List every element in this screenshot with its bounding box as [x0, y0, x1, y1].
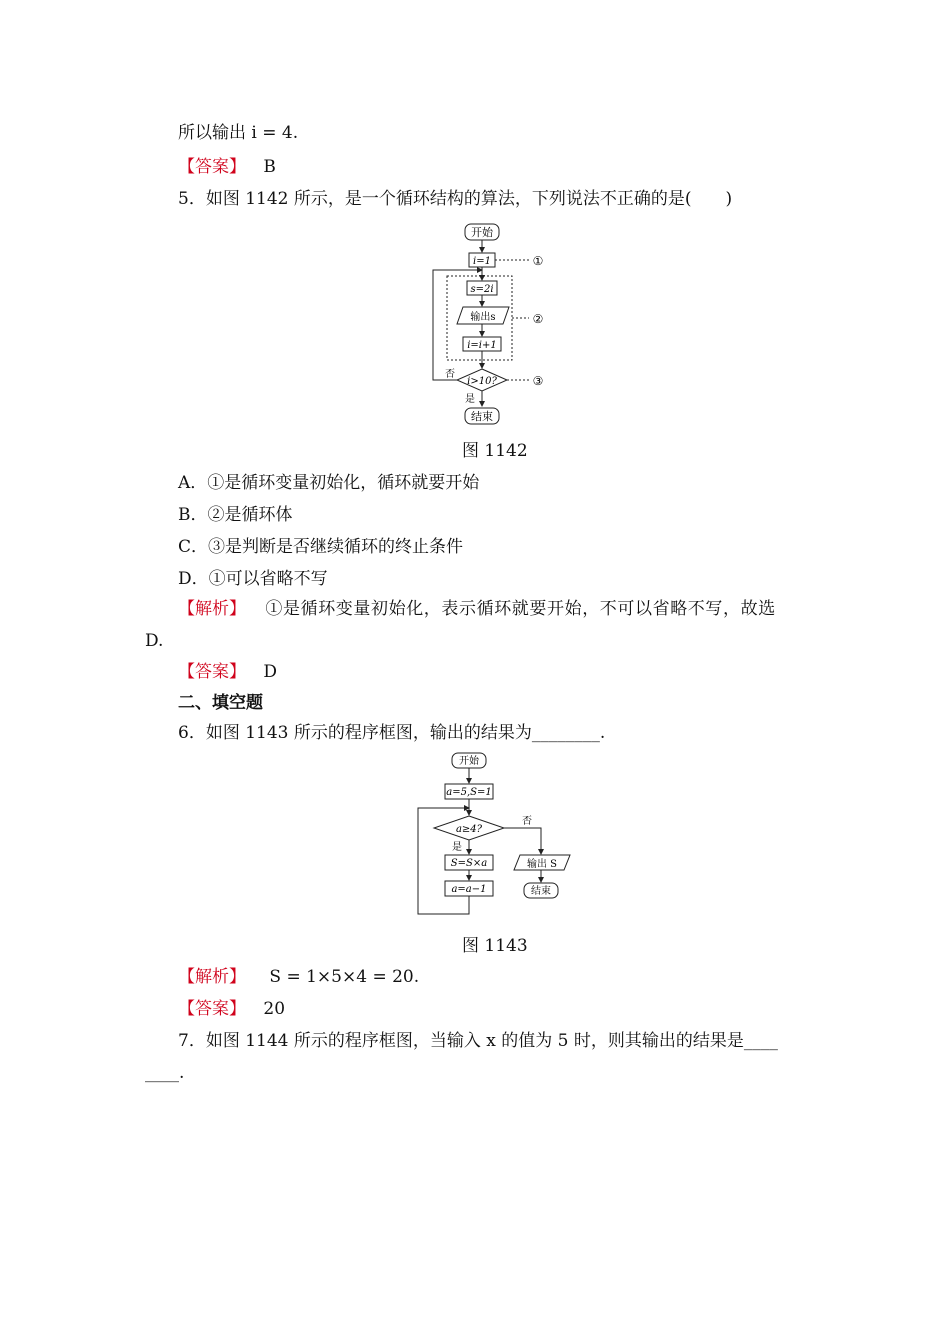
q5-option-a: A．①是循环变量初始化，循环就要开始: [178, 473, 480, 493]
figure-1143-caption: 图 1143: [462, 936, 528, 956]
yes-label: 是: [452, 842, 462, 853]
flowchart-1143: [410, 748, 580, 920]
init-label: i=1: [473, 256, 491, 267]
mark-3: ③: [532, 374, 544, 388]
yes-label: 是: [465, 394, 475, 405]
mark-1: ①: [532, 254, 544, 268]
flowchart-1142: [425, 220, 565, 432]
mark-2: ②: [532, 312, 544, 326]
q5-analysis-cont: D.: [145, 631, 164, 651]
q5-option-d: D．①可以省略不写: [178, 569, 328, 589]
init-label: a=5,S=1: [446, 787, 492, 798]
answer-tag: 【答案】: [178, 662, 246, 682]
body2-label: a=a−1: [451, 884, 487, 895]
q4-answer: B: [263, 157, 276, 177]
analysis-tag: 【解析】: [178, 967, 246, 987]
section-heading: 二、填空题: [178, 693, 263, 713]
end-label: 结束: [471, 410, 493, 423]
q6-answer-line: [178, 998, 285, 1020]
answer-tag: 【答案】: [178, 157, 246, 177]
q5-answer: D: [263, 662, 278, 682]
q5-analysis-text: ①是循环变量初始化，表示循环就要开始，不可以省略不写，故选: [265, 599, 776, 619]
no-label: 否: [445, 369, 455, 380]
output-label: 输出 S: [526, 859, 558, 870]
q6-stem: 6．如图 1143 所示的程序框图，输出的结果为________.: [178, 723, 606, 743]
q5-answer-line: [178, 661, 277, 683]
q4-output-line: 所以输出 i = 4.: [178, 123, 299, 143]
no-label: 否: [522, 816, 532, 827]
q5-stem: 5．如图 1142 所示，是一个循环结构的算法，下列说法不正确的是( ): [178, 189, 733, 209]
figure-1142-caption: 图 1142: [462, 441, 528, 461]
start-label: 开始: [471, 226, 493, 239]
q4-answer-line: [178, 156, 276, 178]
body1-label: s=2i: [470, 284, 494, 295]
q5-option-b: B．②是循环体: [178, 505, 293, 525]
start-label: 开始: [459, 756, 479, 767]
body3-label: i=i+1: [467, 340, 497, 351]
q6-answer: 20: [263, 999, 286, 1019]
analysis-tag: 【解析】: [178, 599, 246, 619]
answer-tag: 【答案】: [178, 999, 246, 1019]
end-label: 结束: [531, 886, 551, 897]
q5-option-c: C．③是判断是否继续循环的终止条件: [178, 537, 464, 557]
q6-analysis-line: [178, 966, 419, 988]
q5-analysis-line: [178, 598, 776, 620]
body1-label: S=S×a: [450, 858, 488, 869]
cond-label: i>10?: [467, 376, 497, 387]
q7-stem: 7．如图 1144 所示的程序框图，当输入 x 的值为 5 时，则其输出的结果是____: [178, 1031, 778, 1051]
q7-stem-cont: ____.: [145, 1063, 185, 1083]
q6-analysis-text: S = 1×5×4 = 20.: [269, 967, 420, 987]
cond-label: a≥4?: [455, 824, 483, 835]
body2-label: 输出s: [470, 312, 496, 323]
